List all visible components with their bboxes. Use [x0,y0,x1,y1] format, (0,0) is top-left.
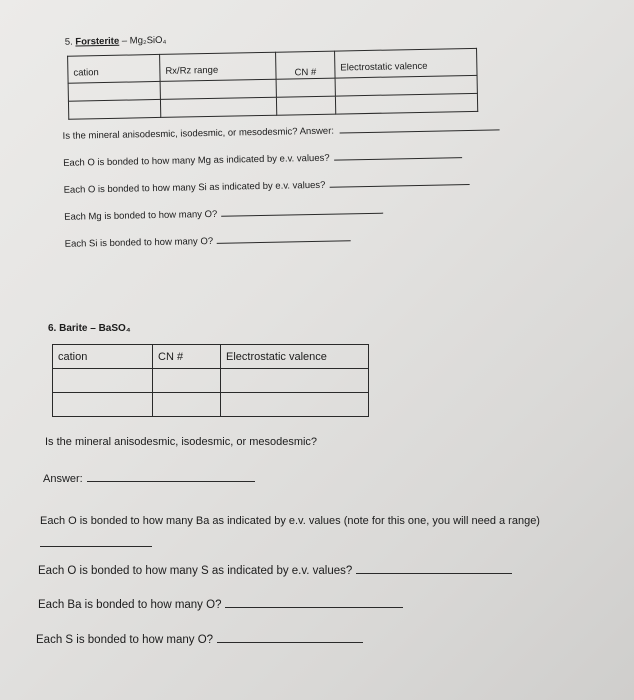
answer-line[interactable] [217,239,351,244]
table-cell[interactable] [68,81,160,101]
header-rx-rz-range: Rx/Rz range [160,52,276,81]
table-cell[interactable] [276,78,335,97]
table-cell[interactable] [68,99,160,119]
table-row [53,369,369,393]
table-cell[interactable] [53,393,153,417]
table-cell[interactable] [221,369,369,393]
answer-line[interactable] [217,641,363,643]
answer-line[interactable] [356,572,512,574]
question-6-o-ba: Each O is bonded to how many Ba as indicated by e.v. values (note for this one, you will need a range) [40,515,540,527]
question-5c: Each O is bonded to how many Si as indicated by e.v. values? [64,177,470,196]
question-6-o-s: Each O is bonded to how many S as indicated by e.v. values? [38,565,512,577]
header-electrostatic-valence: Electrostatic valence [335,48,477,78]
question-6-ba-o: Each Ba is bonded to how many O? [38,599,403,611]
answer-line[interactable] [221,212,383,217]
table-cell[interactable] [153,393,221,417]
mineral-formula: – Mg₂SiO₄ [119,34,167,47]
question-6-type: Is the mineral anisodesmic, isodesmic, or mesodesmic? [45,436,318,448]
table-cell[interactable] [276,96,335,115]
header-cn: CN # [153,345,221,369]
table-cell[interactable] [160,79,276,99]
answer-line[interactable] [334,156,462,160]
answer-line[interactable] [329,183,469,188]
table-cell[interactable] [160,97,276,117]
answer-line[interactable] [87,480,255,482]
table-cell[interactable] [335,93,477,114]
answer-6: Answer: [43,473,255,485]
question-5a: Is the mineral anisodesmic, isodesmic, or mesodesmic? Answer: [63,122,501,141]
question-5b: Each O is bonded to how many Mg as indicated by e.v. values? [63,150,462,169]
question-5e: Each Si is bonded to how many O? [65,233,352,249]
section-5-title: 5. Forsterite – Mg₂SiO₄ [64,34,167,48]
question-6-s-o: Each S is bonded to how many O? [36,634,363,646]
table-cell[interactable] [221,393,369,417]
question-5d: Each Mg is bonded to how many O? [64,206,383,223]
barite-table [52,344,369,417]
header-cn: CN # [276,51,336,79]
mineral-name: Forsterite [75,35,120,48]
header-cation: cation [68,54,161,83]
answer-line[interactable] [340,128,500,133]
answer-line[interactable] [40,546,152,547]
section-5 [0,0,634,300]
forsterite-table [67,48,478,120]
header-cation: cation [53,345,153,369]
header-electrostatic-valence: Electrostatic valence [221,345,369,369]
table-cell[interactable] [53,369,153,393]
table-cell[interactable] [153,369,221,393]
table-row [53,393,369,417]
answer-line[interactable] [225,606,403,608]
section-6-title: 6. Barite – BaSO₄ [48,323,131,334]
